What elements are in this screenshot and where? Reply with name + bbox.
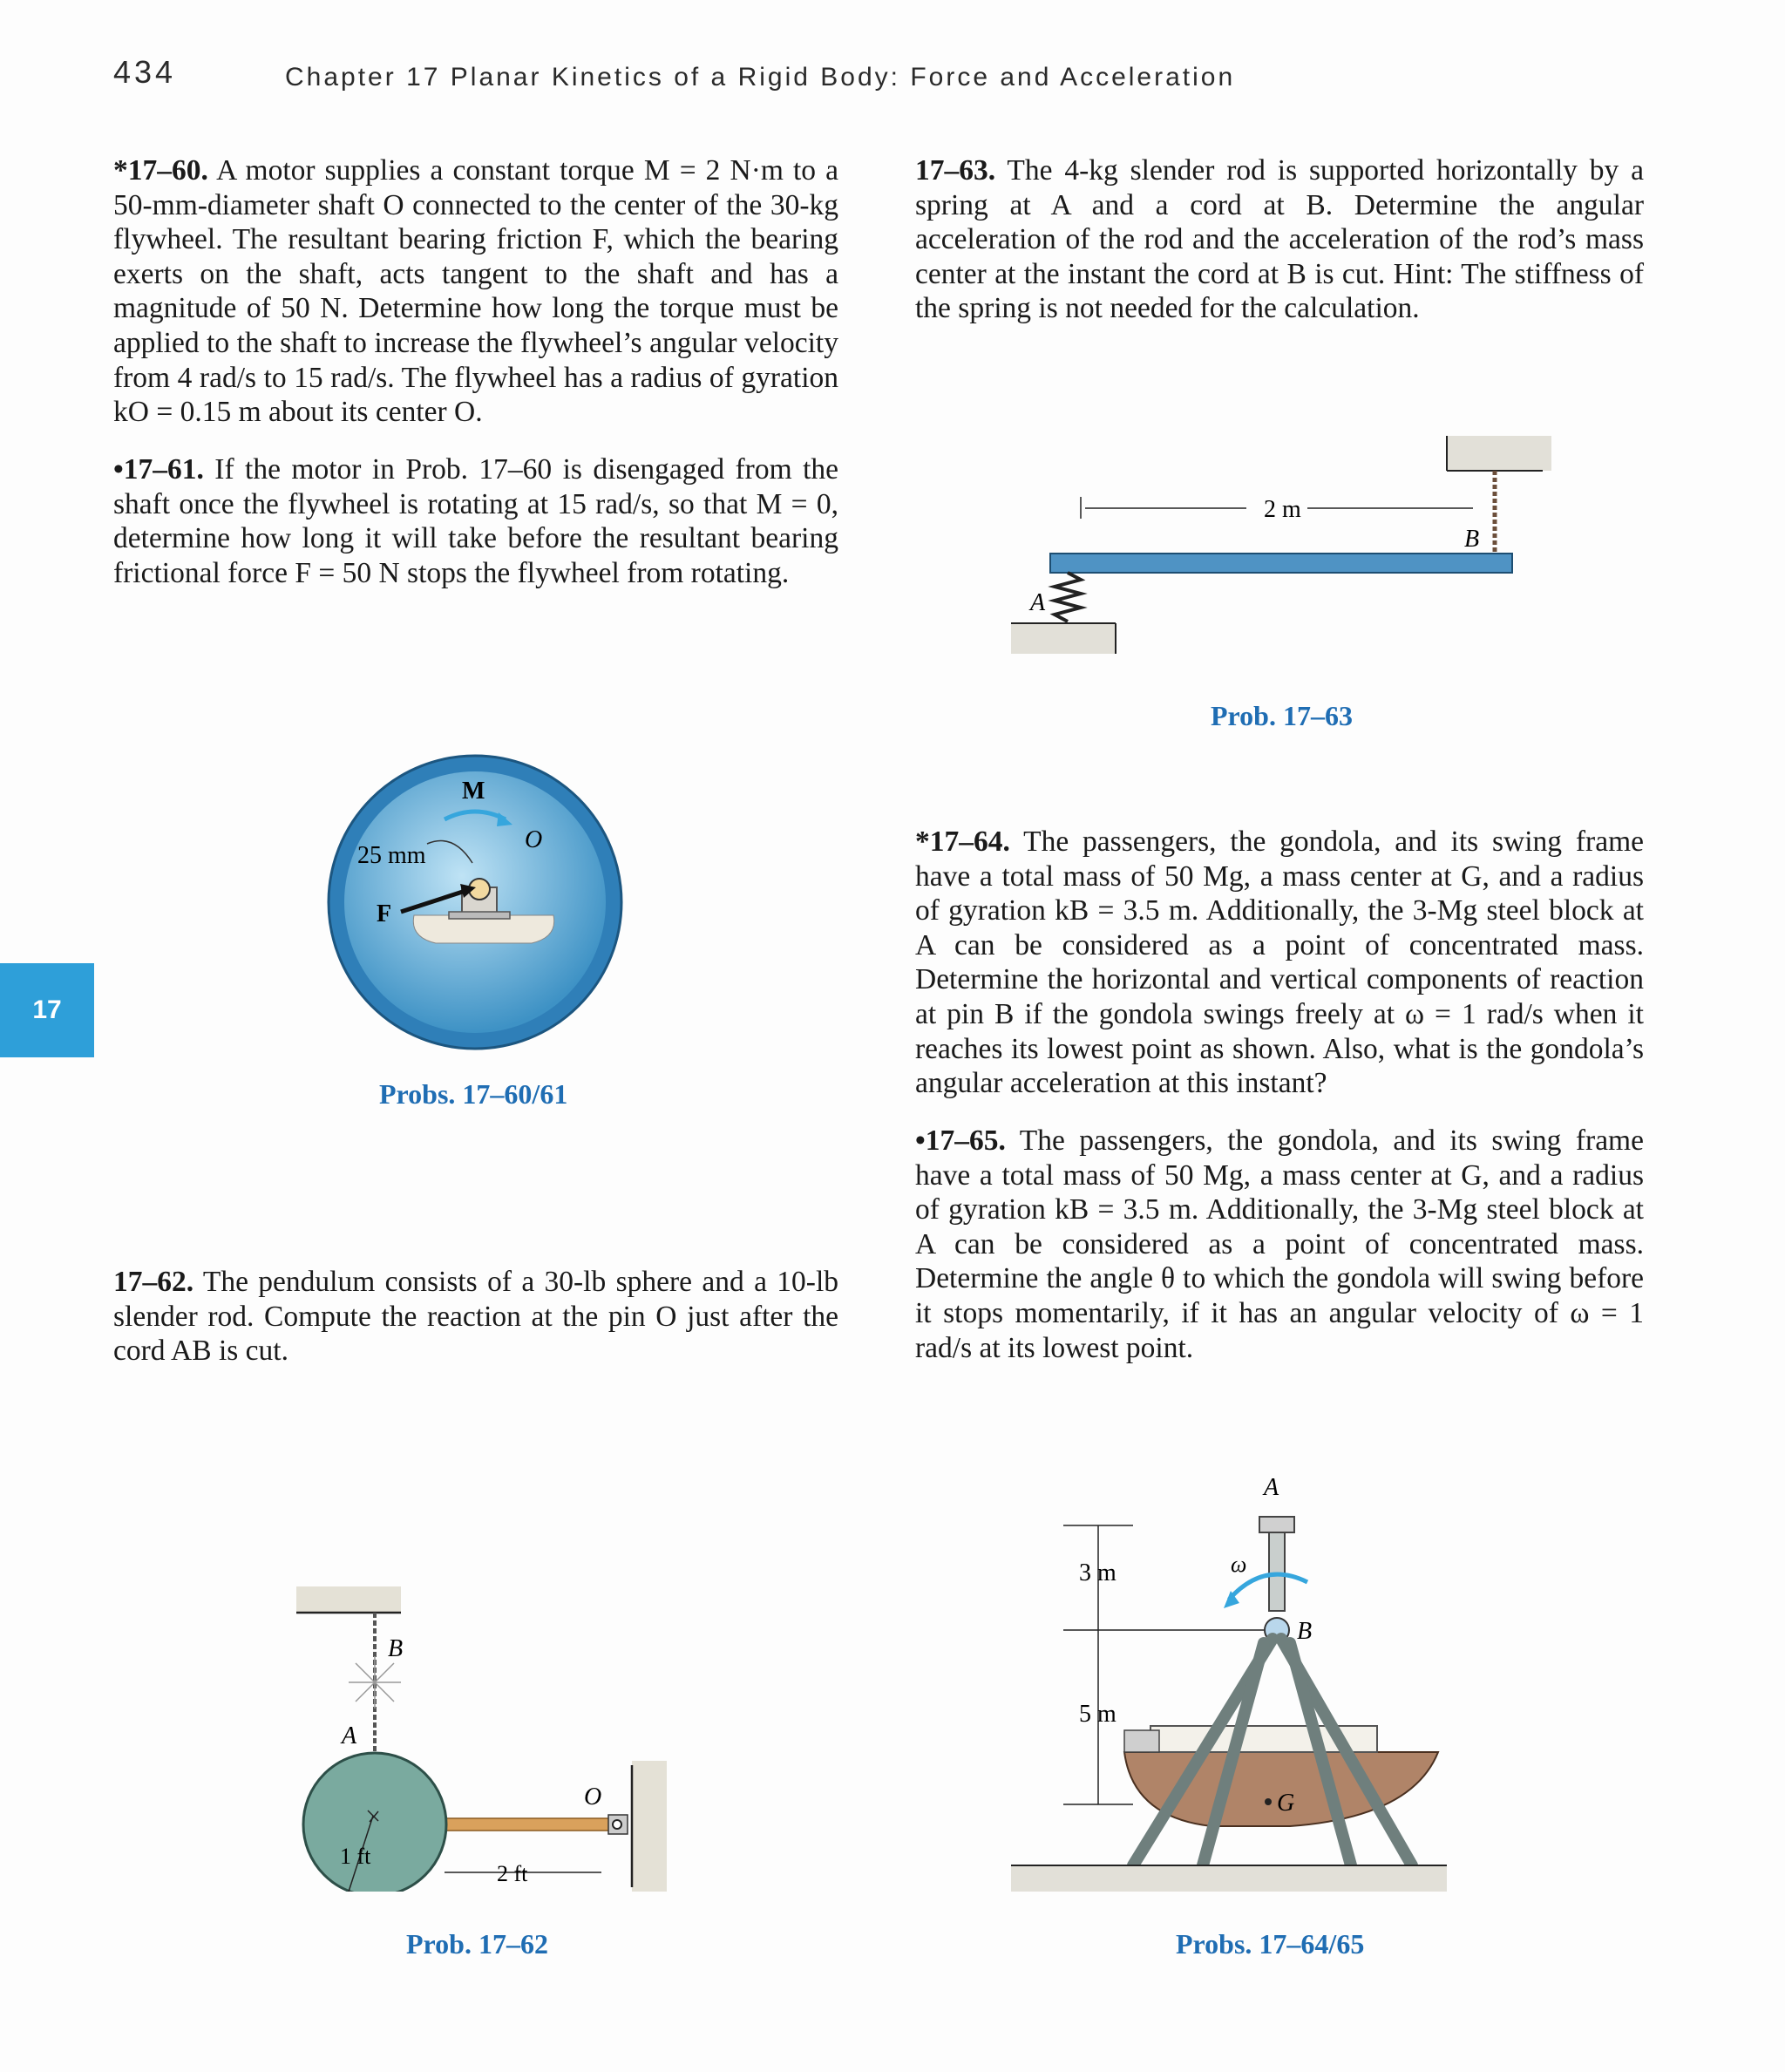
label-F: F <box>377 900 392 927</box>
problem-number: 17–63. <box>915 154 996 187</box>
label-B: B <box>1297 1618 1313 1645</box>
label-omega: ω <box>1231 1552 1247 1577</box>
label-len: 2 m <box>1264 496 1301 523</box>
label-d2: 5 m <box>1079 1701 1116 1728</box>
label-d1: 3 m <box>1079 1559 1116 1586</box>
slender-rod <box>1050 554 1512 573</box>
rod-figure <box>1002 431 1569 667</box>
sphere <box>303 1753 446 1892</box>
ground <box>1011 1865 1447 1892</box>
label-A: A <box>1264 1474 1279 1501</box>
figure-caption: Probs. 17–64/65 <box>1176 1928 1365 1960</box>
label-A: A <box>1030 589 1046 616</box>
label-B: B <box>388 1635 404 1662</box>
problem-number: *17–60. <box>113 154 208 187</box>
problem-text: A motor supplies a constant torque M = 2 N·m to a 50-mm-diameter shaft O connected to the center of the 30-kg flywheel. The resultant bearing friction F, which the bearing exerts on the shaft, acts tangent to the shaft and has a magnitude of 50 N. Determine how long the torque must be applied to the shaft to increase the flywheel’s angular velocity from 4 rad/s to 15 rad/s. The flywheel has a radius of gyration kO = 0.15 m about its center O. <box>113 154 838 429</box>
figure-caption: Prob. 17–62 <box>406 1928 548 1960</box>
label-r: 1 ft <box>340 1844 371 1869</box>
label-G: G <box>1277 1790 1295 1817</box>
flywheel-figure <box>322 750 628 1055</box>
steel-block <box>1259 1517 1294 1532</box>
label-M: M <box>462 778 485 805</box>
problem-text: If the motor in Prob. 17–60 is disengaged from the shaft once the flywheel is rotating at 15 rad/s, so that M = 0, determine how long it will take before the resultant bearing frictional force F = 50 N stops the flywheel from rotating. <box>113 453 838 589</box>
problem-text: The pendulum consists of a 30-lb sphere and a 10-lb slender rod. Compute the reaction at the pin O just after the cord AB is cut. <box>113 1266 838 1368</box>
problem-17-60 <box>113 153 838 430</box>
chapter-title: Chapter 17 Planar Kinetics of a Rigid Body: Force and Acceleration <box>285 63 1236 92</box>
wall <box>632 1761 667 1892</box>
figure-caption: Prob. 17–63 <box>1211 700 1353 731</box>
problem-17-64 <box>915 825 1644 1101</box>
problem-17-63 <box>915 153 1644 326</box>
chapter-tab: 17 <box>0 963 94 1057</box>
ceiling <box>296 1586 401 1613</box>
problem-text: The passengers, the gondola, and its swing frame have a total mass of 50 Mg, a mass center at G, and a radius of gyration kB = 3.5 m. Additionally, the 3-Mg steel block at A can be considered as a point of concentrated mass. Determine the angle θ to which the gondola will swing before it stops momentarily, if it has an angular velocity of ω = 1 rad/s at its lowest point. <box>915 1124 1644 1364</box>
label-len: 2 ft <box>497 1861 528 1886</box>
label-O: O <box>525 826 543 853</box>
label-O: O <box>584 1783 602 1810</box>
figure-caption: Probs. 17–60/61 <box>379 1078 568 1110</box>
slender-rod <box>418 1818 619 1831</box>
problem-17-62 <box>113 1265 838 1369</box>
mass-center-G <box>1265 1798 1272 1805</box>
frame-mast <box>1269 1532 1285 1611</box>
problem-number: •17–65. <box>915 1124 1006 1157</box>
label-radius: 25 mm <box>357 842 426 869</box>
problem-17-65 <box>915 1124 1644 1365</box>
label-B: B <box>1464 526 1480 553</box>
gondola-figure <box>1002 1469 1456 1896</box>
ceiling-support <box>1447 436 1551 471</box>
problem-text: The passengers, the gondola, and its swing frame have a total mass of 50 Mg, a mass center at G, and a radius of gyration kB = 3.5 m. Additionally, the 3-Mg steel block at A can be considered as a point of concentrated mass. Determine the horizontal and vertical components of reaction at pin B if the gondola swings freely at ω = 1 rad/s when it reaches its lowest point as shown. Also, what is the gondola’s angular acceleration at this instant? <box>915 825 1644 1100</box>
ground-A <box>1011 623 1116 654</box>
cut-mark <box>349 1656 401 1709</box>
problem-number: •17–61. <box>113 453 204 486</box>
problem-number: *17–64. <box>915 825 1010 858</box>
pin-O <box>613 1820 621 1829</box>
problem-text: The 4-kg slender rod is supported horizontally by a spring at A and a cord at B. Determine the angular acceleration of the rod and the acceleration of the rod’s mass center at the instant the cord at B is cut. Hint: The stiffness of the spring is not needed for the calculation. <box>915 154 1644 325</box>
label-A: A <box>342 1722 357 1749</box>
pendulum-figure <box>288 1569 671 1892</box>
problem-number: 17–62. <box>113 1266 194 1298</box>
problem-17-61 <box>113 452 838 590</box>
bearing-support <box>413 915 553 943</box>
spring-A <box>1055 573 1081 622</box>
page-number: 434 <box>113 54 177 90</box>
